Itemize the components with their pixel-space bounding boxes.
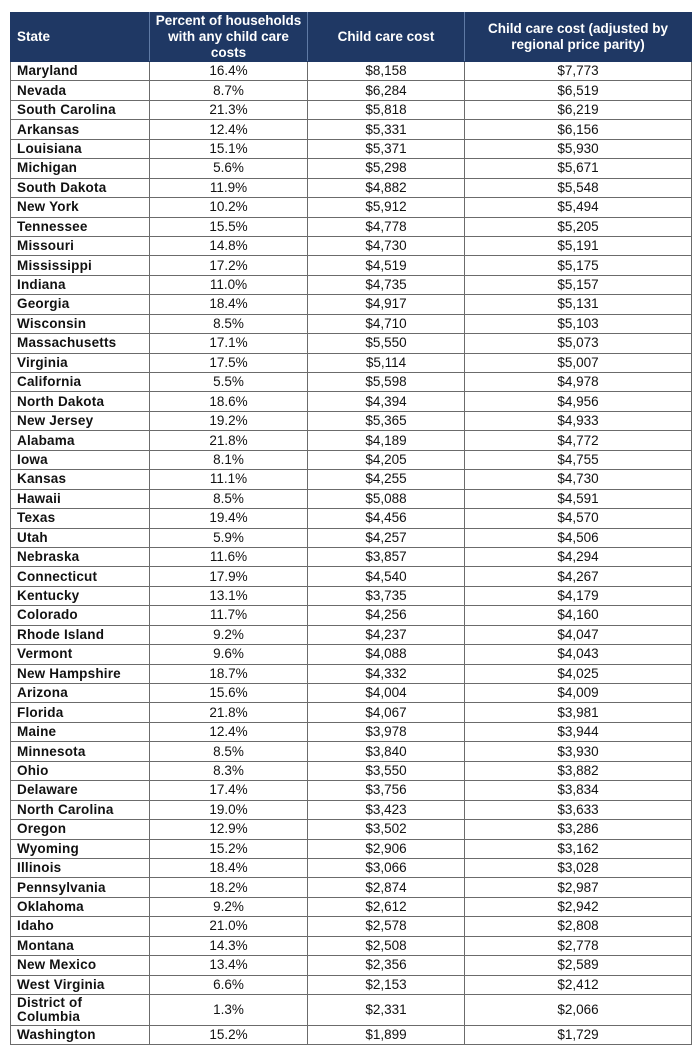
table-row (11, 878, 692, 897)
cost-cell: $4,778 (308, 217, 465, 236)
state-cell: Maryland (11, 62, 150, 81)
table-row (11, 411, 692, 430)
cost-cell: $1,899 (308, 1026, 465, 1045)
state-cell: Florida (11, 703, 150, 722)
column-header-state: State (11, 13, 150, 62)
state-cell: New Hampshire (11, 664, 150, 683)
state-cell: Oregon (11, 820, 150, 839)
adjusted-cost-cell: $4,755 (465, 450, 692, 469)
percent-cell: 11.0% (150, 275, 308, 294)
adjusted-cost-cell: $2,412 (465, 975, 692, 994)
percent-cell: 10.2% (150, 198, 308, 217)
table-row (11, 489, 692, 508)
adjusted-cost-cell: $2,589 (465, 956, 692, 975)
percent-cell: 11.1% (150, 470, 308, 489)
cost-cell: $3,840 (308, 742, 465, 761)
percent-cell: 11.7% (150, 606, 308, 625)
adjusted-cost-cell: $5,671 (465, 159, 692, 178)
cost-cell: $2,153 (308, 975, 465, 994)
adjusted-cost-cell: $5,073 (465, 334, 692, 353)
table-row (11, 800, 692, 819)
cost-cell: $3,423 (308, 800, 465, 819)
table-row (11, 275, 692, 294)
adjusted-cost-cell: $5,930 (465, 139, 692, 158)
percent-cell: 21.3% (150, 100, 308, 119)
cost-cell: $3,857 (308, 547, 465, 566)
adjusted-cost-cell: $4,179 (465, 586, 692, 605)
table-row (11, 431, 692, 450)
percent-cell: 5.5% (150, 373, 308, 392)
adjusted-cost-cell: $3,286 (465, 820, 692, 839)
adjusted-cost-cell: $4,730 (465, 470, 692, 489)
adjusted-cost-cell: $4,160 (465, 606, 692, 625)
cost-cell: $5,818 (308, 100, 465, 119)
adjusted-cost-cell: $3,633 (465, 800, 692, 819)
table-row (11, 217, 692, 236)
cost-cell: $4,735 (308, 275, 465, 294)
state-cell: Delaware (11, 781, 150, 800)
column-header-adjusted-cost: Child care cost (adjusted by regional price parity) (465, 13, 692, 62)
table-row (11, 858, 692, 877)
table-row (11, 625, 692, 644)
adjusted-cost-cell: $4,009 (465, 684, 692, 703)
adjusted-cost-cell: $3,162 (465, 839, 692, 858)
percent-cell: 15.1% (150, 139, 308, 158)
table-row (11, 528, 692, 547)
table-body (11, 62, 692, 1045)
percent-cell: 17.4% (150, 781, 308, 800)
adjusted-cost-cell: $4,506 (465, 528, 692, 547)
state-cell: Pennsylvania (11, 878, 150, 897)
state-cell: Minnesota (11, 742, 150, 761)
cost-cell: $4,917 (308, 295, 465, 314)
cost-cell: $3,502 (308, 820, 465, 839)
cost-cell: $5,912 (308, 198, 465, 217)
adjusted-cost-cell: $5,191 (465, 236, 692, 255)
percent-cell: 13.4% (150, 956, 308, 975)
percent-cell: 8.1% (150, 450, 308, 469)
state-cell: Texas (11, 509, 150, 528)
percent-cell: 5.9% (150, 528, 308, 547)
table-row (11, 373, 692, 392)
percent-cell: 17.2% (150, 256, 308, 275)
table-row (11, 820, 692, 839)
table-row (11, 334, 692, 353)
table-row (11, 198, 692, 217)
cost-cell: $5,598 (308, 373, 465, 392)
table-row (11, 470, 692, 489)
state-cell: New Mexico (11, 956, 150, 975)
cost-cell: $4,730 (308, 236, 465, 255)
percent-cell: 17.5% (150, 353, 308, 372)
adjusted-cost-cell: $4,591 (465, 489, 692, 508)
state-cell: Mississippi (11, 256, 150, 275)
state-cell: Massachusetts (11, 334, 150, 353)
percent-cell: 12.4% (150, 120, 308, 139)
percent-cell: 8.7% (150, 81, 308, 100)
percent-cell: 18.6% (150, 392, 308, 411)
cost-cell: $4,256 (308, 606, 465, 625)
table-row (11, 547, 692, 566)
percent-cell: 18.4% (150, 858, 308, 877)
state-cell: Rhode Island (11, 625, 150, 644)
table-row (11, 839, 692, 858)
percent-cell: 18.2% (150, 878, 308, 897)
adjusted-cost-cell: $3,981 (465, 703, 692, 722)
percent-cell: 12.4% (150, 722, 308, 741)
adjusted-cost-cell: $4,043 (465, 645, 692, 664)
table-row (11, 256, 692, 275)
adjusted-cost-cell: $3,834 (465, 781, 692, 800)
adjusted-cost-cell: $4,047 (465, 625, 692, 644)
state-cell: Washington (11, 1026, 150, 1045)
state-cell: Alabama (11, 431, 150, 450)
cost-cell: $3,756 (308, 781, 465, 800)
adjusted-cost-cell: $3,882 (465, 761, 692, 780)
percent-cell: 6.6% (150, 975, 308, 994)
cost-cell: $5,371 (308, 139, 465, 158)
state-cell: South Carolina (11, 100, 150, 119)
state-cell: Nebraska (11, 547, 150, 566)
state-cell: Montana (11, 936, 150, 955)
adjusted-cost-cell: $5,157 (465, 275, 692, 294)
cost-cell: $5,088 (308, 489, 465, 508)
state-cell: North Dakota (11, 392, 150, 411)
state-cell: Vermont (11, 645, 150, 664)
state-cell: Ohio (11, 761, 150, 780)
table-row (11, 742, 692, 761)
state-cell: Utah (11, 528, 150, 547)
cost-cell: $4,540 (308, 567, 465, 586)
percent-cell: 1.3% (150, 995, 308, 1026)
table-row (11, 450, 692, 469)
table-row (11, 956, 692, 975)
percent-cell: 15.6% (150, 684, 308, 703)
state-cell: Tennessee (11, 217, 150, 236)
percent-cell: 17.9% (150, 567, 308, 586)
table-row (11, 606, 692, 625)
percent-cell: 15.2% (150, 839, 308, 858)
cost-cell: $4,088 (308, 645, 465, 664)
state-cell: Arizona (11, 684, 150, 703)
table-row (11, 100, 692, 119)
percent-cell: 9.6% (150, 645, 308, 664)
table-row (11, 314, 692, 333)
adjusted-cost-cell: $2,942 (465, 897, 692, 916)
table-row (11, 567, 692, 586)
percent-cell: 11.9% (150, 178, 308, 197)
table-row (11, 392, 692, 411)
cost-cell: $4,255 (308, 470, 465, 489)
percent-cell: 11.6% (150, 547, 308, 566)
cost-cell: $2,578 (308, 917, 465, 936)
cost-cell: $6,284 (308, 81, 465, 100)
cost-cell: $2,874 (308, 878, 465, 897)
adjusted-cost-cell: $5,548 (465, 178, 692, 197)
state-cell: Colorado (11, 606, 150, 625)
cost-cell: $5,298 (308, 159, 465, 178)
child-care-cost-table-container (10, 12, 691, 1045)
cost-cell: $4,257 (308, 528, 465, 547)
percent-cell: 8.3% (150, 761, 308, 780)
state-cell: Virginia (11, 353, 150, 372)
percent-cell: 8.5% (150, 489, 308, 508)
state-cell: Iowa (11, 450, 150, 469)
state-cell: New York (11, 198, 150, 217)
cost-cell: $2,612 (308, 897, 465, 916)
table-row (11, 917, 692, 936)
table-row (11, 236, 692, 255)
column-header-percent-households: Percent of households with any child care costs (150, 13, 308, 62)
state-cell: Indiana (11, 275, 150, 294)
cost-cell: $4,067 (308, 703, 465, 722)
percent-cell: 18.7% (150, 664, 308, 683)
cost-cell: $4,205 (308, 450, 465, 469)
state-cell: Kentucky (11, 586, 150, 605)
state-cell: Wyoming (11, 839, 150, 858)
child-care-cost-table (10, 12, 692, 1045)
cost-cell: $8,158 (308, 62, 465, 81)
column-header-child-care-cost: Child care cost (308, 13, 465, 62)
table-row (11, 645, 692, 664)
percent-cell: 16.4% (150, 62, 308, 81)
adjusted-cost-cell: $6,519 (465, 81, 692, 100)
percent-cell: 15.2% (150, 1026, 308, 1045)
table-row (11, 781, 692, 800)
cost-cell: $3,978 (308, 722, 465, 741)
cost-cell: $3,735 (308, 586, 465, 605)
cost-cell: $4,394 (308, 392, 465, 411)
state-cell: Missouri (11, 236, 150, 255)
cost-cell: $4,332 (308, 664, 465, 683)
cost-cell: $5,331 (308, 120, 465, 139)
adjusted-cost-cell: $4,025 (465, 664, 692, 683)
cost-cell: $4,237 (308, 625, 465, 644)
state-cell: Michigan (11, 159, 150, 178)
cost-cell: $5,114 (308, 353, 465, 372)
adjusted-cost-cell: $6,219 (465, 100, 692, 119)
percent-cell: 14.3% (150, 936, 308, 955)
state-cell: Idaho (11, 917, 150, 936)
table-row (11, 936, 692, 955)
table-row (11, 897, 692, 916)
state-cell: Illinois (11, 858, 150, 877)
percent-cell: 14.8% (150, 236, 308, 255)
cost-cell: $4,710 (308, 314, 465, 333)
table-row (11, 586, 692, 605)
percent-cell: 18.4% (150, 295, 308, 314)
state-cell: Wisconsin (11, 314, 150, 333)
state-cell: Connecticut (11, 567, 150, 586)
cost-cell: $2,331 (308, 995, 465, 1026)
percent-cell: 5.6% (150, 159, 308, 178)
adjusted-cost-cell: $4,267 (465, 567, 692, 586)
adjusted-cost-cell: $3,944 (465, 722, 692, 741)
state-cell: Kansas (11, 470, 150, 489)
adjusted-cost-cell: $2,066 (465, 995, 692, 1026)
table-row (11, 159, 692, 178)
adjusted-cost-cell: $5,131 (465, 295, 692, 314)
table-row (11, 178, 692, 197)
adjusted-cost-cell: $2,987 (465, 878, 692, 897)
adjusted-cost-cell: $2,778 (465, 936, 692, 955)
percent-cell: 19.2% (150, 411, 308, 430)
state-cell: North Carolina (11, 800, 150, 819)
adjusted-cost-cell: $5,205 (465, 217, 692, 236)
adjusted-cost-cell: $3,930 (465, 742, 692, 761)
state-cell: District of Columbia (11, 995, 150, 1026)
adjusted-cost-cell: $3,028 (465, 858, 692, 877)
table-header-row (11, 13, 692, 62)
cost-cell: $3,550 (308, 761, 465, 780)
state-cell: Arkansas (11, 120, 150, 139)
state-cell: Maine (11, 722, 150, 741)
adjusted-cost-cell: $4,772 (465, 431, 692, 450)
adjusted-cost-cell: $5,007 (465, 353, 692, 372)
percent-cell: 13.1% (150, 586, 308, 605)
table-row (11, 295, 692, 314)
cost-cell: $2,906 (308, 839, 465, 858)
table-row (11, 353, 692, 372)
percent-cell: 21.8% (150, 703, 308, 722)
table-row (11, 1026, 692, 1045)
table-row (11, 703, 692, 722)
percent-cell: 12.9% (150, 820, 308, 839)
table-row (11, 120, 692, 139)
cost-cell: $4,519 (308, 256, 465, 275)
percent-cell: 9.2% (150, 897, 308, 916)
percent-cell: 9.2% (150, 625, 308, 644)
percent-cell: 19.0% (150, 800, 308, 819)
cost-cell: $2,356 (308, 956, 465, 975)
percent-cell: 8.5% (150, 742, 308, 761)
table-row (11, 62, 692, 81)
table-row (11, 509, 692, 528)
percent-cell: 15.5% (150, 217, 308, 236)
adjusted-cost-cell: $4,294 (465, 547, 692, 566)
cost-cell: $4,456 (308, 509, 465, 528)
cost-cell: $2,508 (308, 936, 465, 955)
state-cell: South Dakota (11, 178, 150, 197)
cost-cell: $4,882 (308, 178, 465, 197)
cost-cell: $3,066 (308, 858, 465, 877)
adjusted-cost-cell: $5,103 (465, 314, 692, 333)
percent-cell: 19.4% (150, 509, 308, 528)
state-cell: New Jersey (11, 411, 150, 430)
table-row (11, 761, 692, 780)
state-cell: Nevada (11, 81, 150, 100)
percent-cell: 21.8% (150, 431, 308, 450)
adjusted-cost-cell: $7,773 (465, 62, 692, 81)
state-cell: Georgia (11, 295, 150, 314)
adjusted-cost-cell: $1,729 (465, 1026, 692, 1045)
state-cell: California (11, 373, 150, 392)
adjusted-cost-cell: $5,175 (465, 256, 692, 275)
adjusted-cost-cell: $4,933 (465, 411, 692, 430)
adjusted-cost-cell: $4,956 (465, 392, 692, 411)
table-row (11, 722, 692, 741)
cost-cell: $5,550 (308, 334, 465, 353)
state-cell: Oklahoma (11, 897, 150, 916)
percent-cell: 21.0% (150, 917, 308, 936)
state-cell: Louisiana (11, 139, 150, 158)
cost-cell: $4,189 (308, 431, 465, 450)
state-cell: West Virginia (11, 975, 150, 994)
adjusted-cost-cell: $4,978 (465, 373, 692, 392)
percent-cell: 8.5% (150, 314, 308, 333)
table-row (11, 975, 692, 994)
adjusted-cost-cell: $5,494 (465, 198, 692, 217)
cost-cell: $5,365 (308, 411, 465, 430)
table-row (11, 81, 692, 100)
adjusted-cost-cell: $6,156 (465, 120, 692, 139)
adjusted-cost-cell: $2,808 (465, 917, 692, 936)
cost-cell: $4,004 (308, 684, 465, 703)
percent-cell: 17.1% (150, 334, 308, 353)
table-row (11, 139, 692, 158)
state-cell: Hawaii (11, 489, 150, 508)
table-row (11, 664, 692, 683)
table-row (11, 684, 692, 703)
table-row (11, 995, 692, 1026)
adjusted-cost-cell: $4,570 (465, 509, 692, 528)
